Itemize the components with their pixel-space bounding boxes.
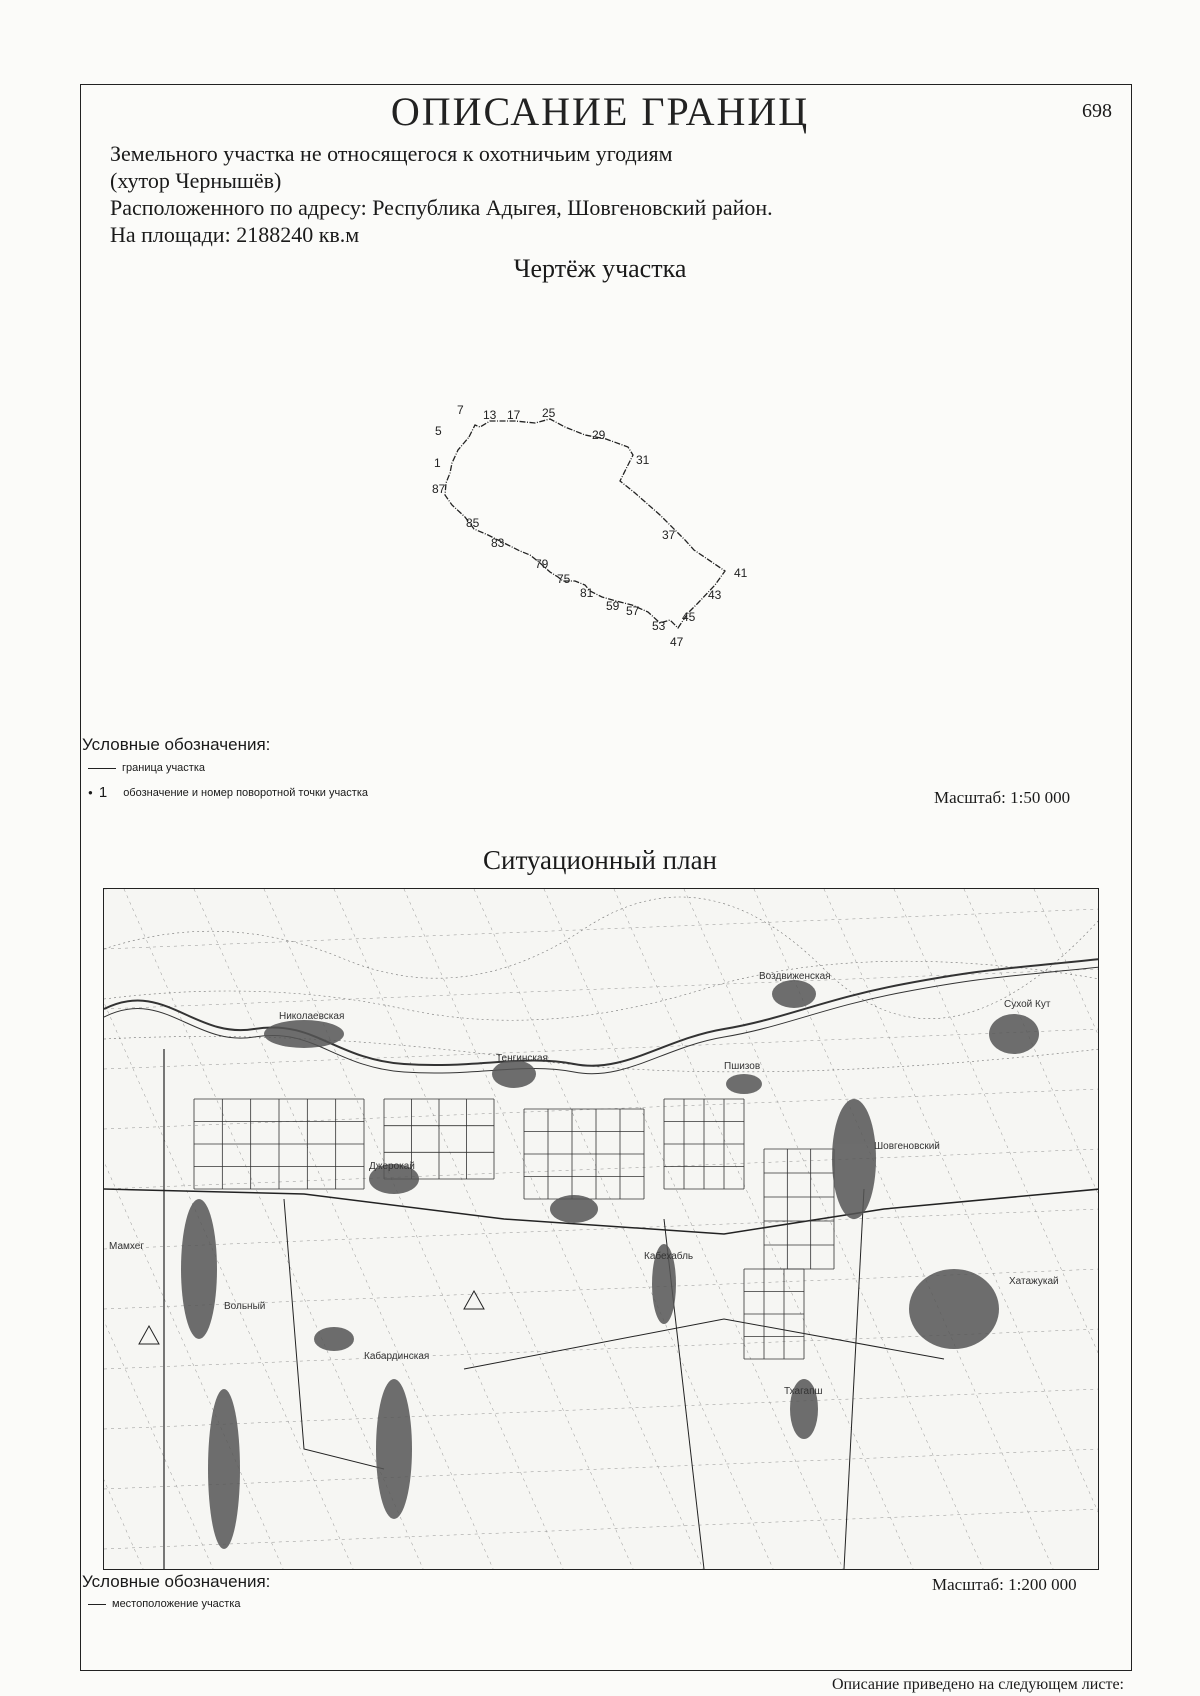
map-label: Тенгинская bbox=[496, 1053, 548, 1064]
legend-point-row bbox=[88, 784, 368, 801]
legend-location-row bbox=[88, 1598, 241, 1610]
point-label: 75 bbox=[557, 572, 571, 586]
point-label: 57 bbox=[626, 604, 640, 618]
boundary-line-swatch bbox=[88, 768, 116, 769]
map-label: Николаевская bbox=[279, 1011, 345, 1022]
river bbox=[104, 959, 1099, 1066]
point-label: 29 bbox=[592, 428, 606, 442]
legend-bottom-title: Условные обозначения: bbox=[82, 1572, 271, 1591]
location-line-swatch bbox=[88, 1604, 106, 1605]
map-label: Пшизов bbox=[724, 1061, 761, 1072]
legend-boundary-row bbox=[88, 762, 205, 774]
legend-boundary-text: граница участка bbox=[122, 762, 205, 774]
point-label: 79 bbox=[535, 557, 549, 571]
scale-bottom: Масштаб: 1:200 000 bbox=[932, 1575, 1077, 1594]
info-line-2: (хутор Чернышёв) bbox=[110, 168, 282, 193]
situation-map bbox=[103, 888, 1099, 1570]
map-label: Кабардинская bbox=[364, 1351, 430, 1362]
page-title: ОПИСАНИЕ ГРАНИЦ bbox=[390, 89, 810, 134]
situation-plan-title: Ситуационный план bbox=[482, 845, 718, 875]
map-label: Вольный bbox=[224, 1301, 266, 1312]
point-label: 25 bbox=[542, 406, 556, 420]
drawing-title: Чертёж участка bbox=[513, 254, 687, 283]
legend-point-text: обозначение и номер поворотной точки участка bbox=[123, 786, 369, 799]
topographic-map bbox=[104, 889, 1099, 1570]
map-label: Воздвиженская bbox=[759, 971, 831, 982]
parcel-drawing bbox=[380, 395, 800, 675]
footer-note: Описание приведено на следующем листе: bbox=[831, 1676, 1124, 1693]
info-line-3: Расположенного по адресу: Республика Адыгея, Шовгеновский район. bbox=[110, 195, 773, 220]
legend-location-text: местоположение участка bbox=[112, 1598, 241, 1610]
point-label: 7 bbox=[457, 403, 464, 417]
point-label: 31 bbox=[636, 453, 650, 467]
point-label: 85 bbox=[466, 516, 480, 530]
map-label: Мамхег bbox=[109, 1241, 144, 1252]
parcel-info bbox=[110, 140, 773, 248]
map-label: Хатажукай bbox=[1009, 1276, 1059, 1287]
info-line-4: На площади: 2188240 кв.м bbox=[110, 222, 360, 247]
point-label: 53 bbox=[652, 619, 666, 633]
map-label: Кабехабль bbox=[644, 1251, 694, 1262]
map-label: Шовгеновский bbox=[874, 1141, 940, 1152]
info-line-1: Земельного участка не относящегося к охотничьим угодиям bbox=[110, 141, 673, 166]
legend-point-marker: 1 bbox=[98, 784, 108, 801]
point-label: 47 bbox=[670, 635, 684, 649]
point-label: 83 bbox=[491, 536, 505, 550]
page-number: 698 bbox=[1082, 100, 1112, 122]
legend-top-title: Условные обозначения: bbox=[82, 735, 271, 754]
point-label: 17 bbox=[507, 408, 521, 422]
point-label: 81 bbox=[580, 586, 594, 600]
point-label: 37 bbox=[662, 528, 676, 542]
point-label: 45 bbox=[682, 610, 696, 624]
point-dot-icon: ● bbox=[88, 788, 93, 797]
point-label: 87 bbox=[432, 482, 446, 496]
point-label: 13 bbox=[483, 408, 497, 422]
point-label: 5 bbox=[435, 424, 442, 438]
map-label: Сухой Кут bbox=[1004, 999, 1051, 1010]
point-label: 43 bbox=[708, 588, 722, 602]
point-label: 41 bbox=[734, 566, 748, 580]
map-label: Джерокай bbox=[369, 1161, 415, 1172]
point-label: 1 bbox=[434, 456, 441, 470]
scale-top: Масштаб: 1:50 000 bbox=[934, 788, 1071, 807]
point-label: 59 bbox=[606, 599, 620, 613]
map-label: Тхагапш bbox=[784, 1386, 823, 1397]
